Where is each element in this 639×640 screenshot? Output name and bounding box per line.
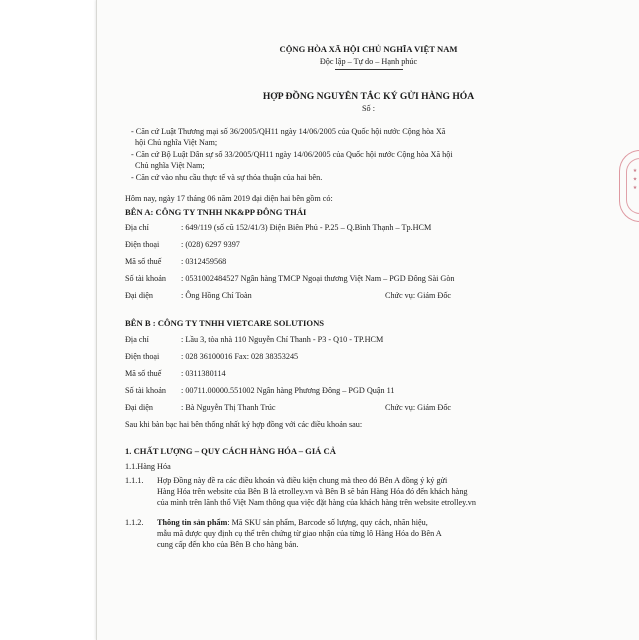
legal-basis-1: - Căn cứ Luật Thương mại số 36/2005/QH11 ngày 14/06/2005 của Quốc hội nước Cộng hòa Xã — [131, 127, 446, 136]
party-b-rep: : Bà Nguyễn Thị Thanh Trúc — [181, 403, 276, 412]
party-a-phone-label: Điện thoại — [125, 240, 160, 249]
contract-page — [96, 0, 639, 640]
party-a-phone: : (028) 6297 9397 — [181, 240, 240, 249]
party-b-address-label: Địa chỉ — [125, 335, 149, 344]
party-a-tax: : 0312459568 — [181, 257, 227, 266]
company-stamp-text: ★ ★ ★ — [632, 168, 638, 192]
section-1-1-heading: 1.1.Hàng Hóa — [125, 462, 171, 471]
clause-1-1-1-line-2: Hàng Hóa trên website của Bên B là etrolley.vn và Bên B sẽ bán Hàng Hóa đó đến khách hàng — [157, 487, 468, 496]
party-a-rep: : Ông Hồng Chí Toàn — [181, 291, 252, 300]
legal-basis-1-cont: hội Chủ nghĩa Việt Nam; — [135, 138, 218, 147]
clause-1-1-2-number: 1.1.2. — [125, 518, 144, 527]
section-1-heading: 1. CHẤT LƯỢNG – QUY CÁCH HÀNG HÓA – GIÁ CẢ — [125, 446, 336, 456]
clause-1-1-2-bold-label: Thông tin sản phẩm — [157, 518, 228, 527]
party-a-tax-label: Mã số thuế — [125, 257, 162, 266]
clause-1-1-2-line-2: mẫu mã được quy định cụ thể trên chứng từ giao nhận của từng lô Hàng Hóa do Bên A — [157, 529, 442, 538]
party-a-rep-label: Đại diện — [125, 291, 153, 300]
party-b-rep-label: Đại diện — [125, 403, 153, 412]
party-a-heading: BÊN A: CÔNG TY TNHH NK&PP ĐÔNG THÁI — [125, 207, 307, 217]
contract-number: Số : — [362, 104, 375, 113]
party-a-account-label: Số tài khoản — [125, 274, 166, 283]
contract-title: HỢP ĐỒNG NGUYÊN TẮC KÝ GỬI HÀNG HÓA — [262, 91, 475, 102]
agreement-line: Sau khi bàn bạc hai bên thống nhất ký hợp đồng với các điều khoản sau: — [125, 420, 363, 429]
legal-basis-2-cont: Chủ nghĩa Việt Nam; — [135, 161, 205, 170]
clause-1-1-1-line-3: của mình trên lãnh thổ Việt Nam thông qua việc đặt hàng của khách hàng trên website etrolley.vn — [157, 498, 476, 507]
party-b-tax: : 0311380114 — [181, 369, 226, 378]
party-a-position: Chức vụ: Giám Đốc — [385, 291, 452, 300]
clause-1-1-2-line-3: cung cấp đến kho của Bên B cho hàng bán. — [157, 540, 299, 549]
legal-basis-3: - Căn cứ vào nhu cầu thực tế và sự thỏa thuận của hai bên. — [131, 173, 323, 182]
motto-underline — [335, 69, 403, 70]
date-line: Hôm nay, ngày 17 tháng 06 năm 2019 đại diện hai bên gồm có: — [125, 194, 333, 203]
legal-basis-2: - Căn cứ Bộ Luật Dân sự số 33/2005/QH11 ngày 14/06/2005 của Quốc hội nước Cộng hòa Xã hội — [131, 150, 453, 159]
party-b-address: : Lầu 3, tòa nhà 110 Nguyễn Chí Thanh - P3 - Q10 - TP.HCM — [181, 335, 384, 344]
clause-1-1-1-line-1: Hợp Đồng này đề ra các điều khoản và điều kiện chung mà theo đó Bên A đồng ý ký gửi — [157, 476, 448, 485]
party-a-address: : 649/119 (số cũ 152/41/3) Điện Biên Phủ - P.25 – Q.Bình Thạnh – Tp.HCM — [181, 223, 432, 232]
party-b-heading: BÊN B : CÔNG TY TNHH VIETCARE SOLUTIONS — [125, 318, 325, 328]
party-a-address-label: Địa chỉ — [125, 223, 149, 232]
national-title: CỘNG HÒA XÃ HỘI CHỦ NGHĨA VIỆT NAM — [279, 44, 458, 54]
party-b-position: Chức vụ: Giám Đốc — [385, 403, 452, 412]
party-b-account: : 00711.00000.551002 Ngân hàng Phương Đông – PGD Quận 11 — [181, 386, 395, 395]
clause-1-1-1-number: 1.1.1. — [125, 476, 144, 485]
party-b-phone: : 028 36100016 Fax: 028 38353245 — [181, 352, 299, 361]
clause-1-1-2-line-1 — [157, 518, 428, 527]
party-b-tax-label: Mã số thuế — [125, 369, 162, 378]
party-a-account: : 0531002484527 Ngân hàng TMCP Ngoại thương Việt Nam – PGD Đông Sài Gòn — [181, 274, 455, 283]
national-motto: Độc lập – Tự do – Hạnh phúc — [319, 57, 418, 66]
party-b-account-label: Số tài khoản — [125, 386, 166, 395]
party-b-phone-label: Điện thoại — [125, 352, 160, 361]
clause-1-1-2-first-rest: : Mã SKU sản phẩm, Barcode số lượng, quy cách, nhãn hiệu, — [227, 518, 428, 527]
